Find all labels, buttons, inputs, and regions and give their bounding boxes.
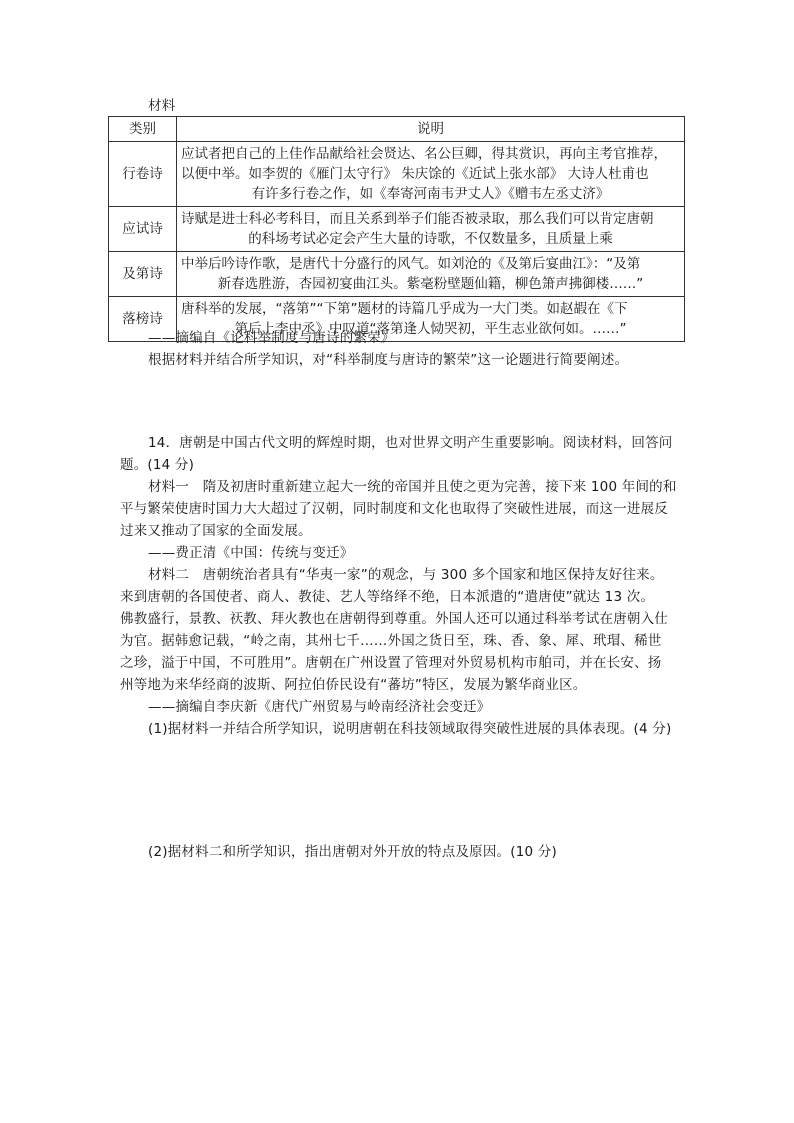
source-citation: ——摘编自《论科举制度与唐诗的繁荣》 — [148, 330, 395, 346]
description-line: 唐科举的发展，“落第”“下第”题材的诗篇几乎成为一大门类。如赵嘏在《下 — [181, 301, 628, 317]
sub-question-2: (2)据材料二和所学知识，指出唐朝对外开放的特点及原因。(10 分) — [148, 844, 557, 860]
category-cell: 及第诗 — [109, 252, 177, 297]
category-cell: 应试诗 — [109, 207, 177, 252]
description-line: 第后上李中丞》中叹道“落第逢人恸哭初，平生志业欲何如。……” — [234, 321, 627, 337]
material-two-line: 州等地为来华经商的波斯、阿拉伯侨民设有“蕃坊”特区，发展为繁华商业区。 — [120, 677, 587, 693]
material-two-line: 为官。据韩愈记载，“岭之南，其州七千……外国之货日至，珠、香、象、犀、玳瑁、稀世 — [120, 633, 662, 649]
material-label: 材料 — [148, 98, 176, 114]
material-two-source: ——摘编自李庆新《唐代广州贸易与岭南经济社会变迁》 — [148, 699, 491, 715]
sub-question-1: (1)据材料一并结合所学知识，说明唐朝在科技领域取得突破性进展的具体表现。(4 分) — [148, 721, 672, 737]
material-one-source: ——费正清《中国：传统与变迁》 — [148, 545, 354, 561]
category-cell: 落榜诗 — [109, 297, 177, 342]
description-line: 的科场考试必定会产生大量的诗歌，不仅数量多，且质量上乘 — [248, 231, 613, 247]
description-cell — [177, 252, 685, 297]
material-one-line: 平与繁荣使唐时国力大大超过了汉朝，同时制度和文化也取得了突破性进展，而这一进展反 — [120, 501, 668, 517]
header-category: 类别 — [109, 117, 177, 142]
table-row — [109, 252, 685, 297]
material-one-line: 材料一 隋及初唐时重新建立起大一统的帝国并且使之更为完善，接下来 100 年间的和 — [148, 479, 677, 495]
table-row — [109, 207, 685, 252]
material-two-line: 来到唐朝的各国使者、商人、教徒、艺人等络绎不绝，日本派遣的“遣唐使”就达 13 次。 — [120, 589, 655, 605]
material-two-line: 之珍，溢于中国，不可胜用”。唐朝在广州设置了管理对外贸易机构市舶司，并在长安、扬 — [120, 655, 662, 671]
description-line: 以便中举。如李贺的《雁门太守行》 朱庆馀的《近试上张水部》 大诗人杜甫也 — [181, 166, 649, 182]
category-cell: 行卷诗 — [109, 142, 177, 207]
question-14-stem: 14．唐朝是中国古代文明的辉煌时期，也对世界文明产生重要影响。阅读材料，回答问 — [148, 435, 673, 451]
table-row — [109, 142, 685, 207]
header-description: 说明 — [177, 117, 685, 142]
description-line: 应试者把自己的上佳作品献给社会贤达、名公巨卿，得其赏识，再向主考官推荐， — [181, 146, 667, 162]
material-two-line: 材料二 唐朝统治者具有“华夷一家”的观念，与 300 多个国家和地区保持友好往来。 — [148, 567, 664, 583]
question-14-stem-cont: 题。(14 分) — [120, 457, 195, 473]
table-header-row — [109, 117, 685, 142]
description-line: 诗赋是进士科必考科目，而且关系到举子们能否被录取，那么我们可以肯定唐朝 — [181, 211, 654, 227]
material-table — [108, 116, 685, 342]
question-prompt: 根据材料并结合所学知识，对“科举制度与唐诗的繁荣”这一论题进行简要阐述。 — [148, 352, 629, 368]
description-line: 新春选胜游，杏园初宴曲江头。紫毫粉壁题仙籍，柳色箫声拂御楼……” — [217, 276, 644, 292]
description-line: 有许多行卷之作，如《奉寄河南韦尹丈人》《赠韦左丞丈济》 — [251, 186, 610, 202]
description-line: 中举后吟诗作歌，是唐代十分盛行的风气。如刘沧的《及第后宴曲江》：“及第 — [181, 256, 641, 272]
description-cell — [177, 207, 685, 252]
material-two-line: 佛教盛行，景教、祆教、拜火教也在唐朝得到尊重。外国人还可以通过科举考试在唐朝入仕 — [120, 611, 668, 627]
description-cell — [177, 142, 685, 207]
material-one-line: 过来又推动了国家的全面发展。 — [120, 523, 312, 539]
